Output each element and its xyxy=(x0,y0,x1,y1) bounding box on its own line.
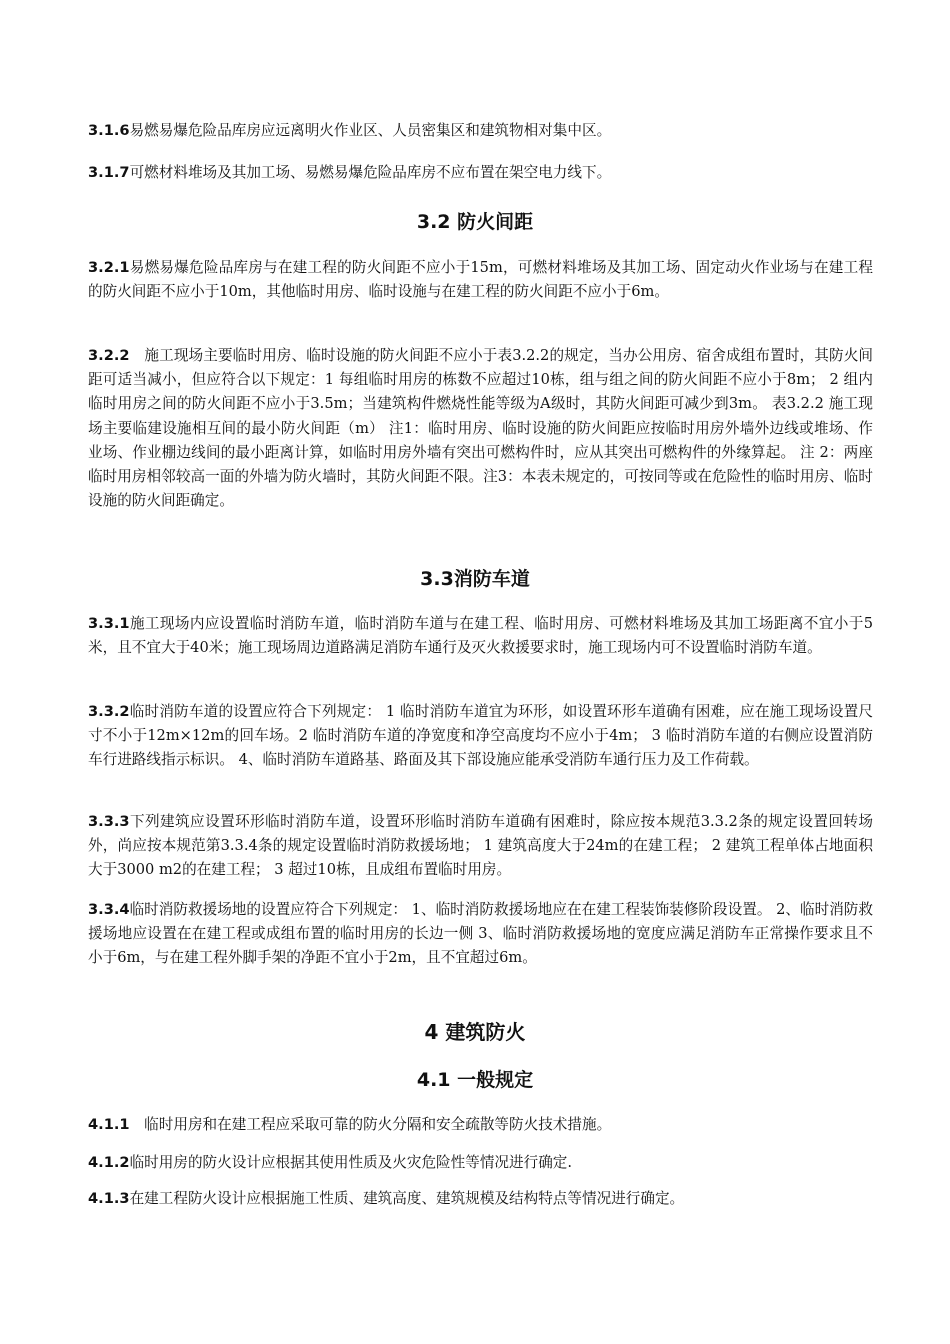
clause-text: 易燃易爆危险品库房与在建工程的防火间距不应小于15m，可燃材料堆场及其加工场、固定动火作业场与在建工程的防火间距不应小于10m，其他临时用房、临时设施与在建工程的防火间距不应小于6m。 xyxy=(88,259,873,301)
section-heading-3-2: 3.2 防火间距 xyxy=(416,211,534,233)
clause-3-2-1 xyxy=(88,256,873,304)
clause-text: 在建工程防火设计应根据施工性质、建筑高度、建筑规模及结构特点等情况进行确定。 xyxy=(129,1190,685,1207)
clause-text: 临时用房的防火设计应根据其使用性质及火灾危险性等情况进行确定. xyxy=(129,1154,573,1171)
clause-3-3-1 xyxy=(88,612,873,660)
clause-number: 4.1.3 xyxy=(88,1190,130,1207)
clause-text: 临时用房和在建工程应采取可靠的防火分隔和安全疏散等防火技术措施。 xyxy=(129,1116,612,1133)
clause-4-1-1 xyxy=(88,1113,873,1137)
clause-number: 4.1.2 xyxy=(88,1154,130,1171)
clause-number: 3.2.1 xyxy=(88,259,130,276)
clause-4-1-3 xyxy=(88,1187,873,1211)
clause-text: 临时消防车道的设置应符合下列规定： 1 临时消防车道宜为环形，如设置环形车道确有困难，应在施工现场设置尺寸不小于12m×12m的回车场。2 临时消防车道的净宽度和净空高度均不应小于4m； 3 临时消防车道的右侧应设置消防车行进路线指示标识。 4、临时消防车道路基、路面及其下部设施应能承受消防车通行压力及工作荷载。 xyxy=(88,703,873,769)
clause-text: 施工现场主要临时用房、临时设施的防火间距不应小于表3.2.2的规定，当办公用房、宿舍成组布置时，其防火间距可适当减小，但应符合以下规定：1 每组临时用房的栋数不应超过10栋，组与组之间的防火间距不应小于8m； 2 组内临时用房之间的防火间距不应小于3.5m；当建筑构件燃烧性能等级为A级时，其防火间距可减少到3m。 表3.2.2 施工现场主要临建设施相互间的最小防火间距（m） 注1：临时用房、临时设施的防火间距应按临时用房外墙外边线或堆场、作业场、作业棚边线间的最小距离计算，如临时用房外墙有突出可燃构件时，应从其突出可燃构件的外缘算起。 注 2：两座临时用房相邻较高一面的外墙为防火墙时，其防火间距不限。注3：本表未规定的，可按同等或在危险性的临时用房、临时设施的防火间距确定。 xyxy=(88,347,873,510)
clause-number: 3.2.2 xyxy=(88,347,130,364)
section-heading-3-3: 3.3消防车道 xyxy=(420,568,530,590)
clause-number: 3.3.2 xyxy=(88,703,130,720)
chapter-heading-4: 4 建筑防火 xyxy=(424,1020,526,1044)
clause-4-1-2 xyxy=(88,1151,873,1175)
clause-3-1-6 xyxy=(88,119,873,143)
clause-number: 3.1.6 xyxy=(88,122,130,139)
clause-number: 4.1.1 xyxy=(88,1116,130,1133)
clause-3-1-7 xyxy=(88,161,873,185)
clause-text: 易燃易爆危险品库房应远离明火作业区、人员密集区和建筑物相对集中区。 xyxy=(129,122,612,139)
clause-3-3-4 xyxy=(88,898,873,971)
clause-number: 3.1.7 xyxy=(88,164,130,181)
section-heading-4-1: 4.1 一般规定 xyxy=(416,1069,534,1091)
clause-number: 3.3.4 xyxy=(88,901,130,918)
clause-text: 可燃材料堆场及其加工场、易燃易爆危险品库房不应布置在架空电力线下。 xyxy=(129,164,612,181)
clause-text: 施工现场内应设置临时消防车道，临时消防车道与在建工程、临时用房、可燃材料堆场及其加工场距离不宜小于5米，且不宜大于40米；施工现场周边道路满足消防车通行及灭火救援要求时，施工现场内可不设置临时消防车道。 xyxy=(88,615,873,657)
clause-number: 3.3.3 xyxy=(88,813,130,830)
clause-text: 下列建筑应设置环形临时消防车道，设置环形临时消防车道确有困难时，除应按本规范3.3.2条的规定设置回转场外，尚应按本规范第3.3.4条的规定设置临时消防救援场地； 1 建筑高度大于24m的在建工程； 2 建筑工程单体占地面积大于3000 m2的在建工程； 3 超过10栋，且成组布置临时用房。 xyxy=(88,813,873,879)
clause-text: 临时消防救援场地的设置应符合下列规定： 1、临时消防救援场地应在在建工程装饰装修阶段设置。 2、临时消防救援场地应设置在在建工程或成组布置的临时用房的长边一侧 3、临时消防救援场地的宽度应满足消防车正常操作要求且不小于6m，与在建工程外脚手架的净距不宜小于2m，且不宜超过6m。 xyxy=(88,901,873,967)
clause-3-3-2 xyxy=(88,700,873,773)
clause-number: 3.3.1 xyxy=(88,615,130,632)
clause-3-2-2 xyxy=(88,344,873,513)
clause-3-3-3 xyxy=(88,810,873,883)
